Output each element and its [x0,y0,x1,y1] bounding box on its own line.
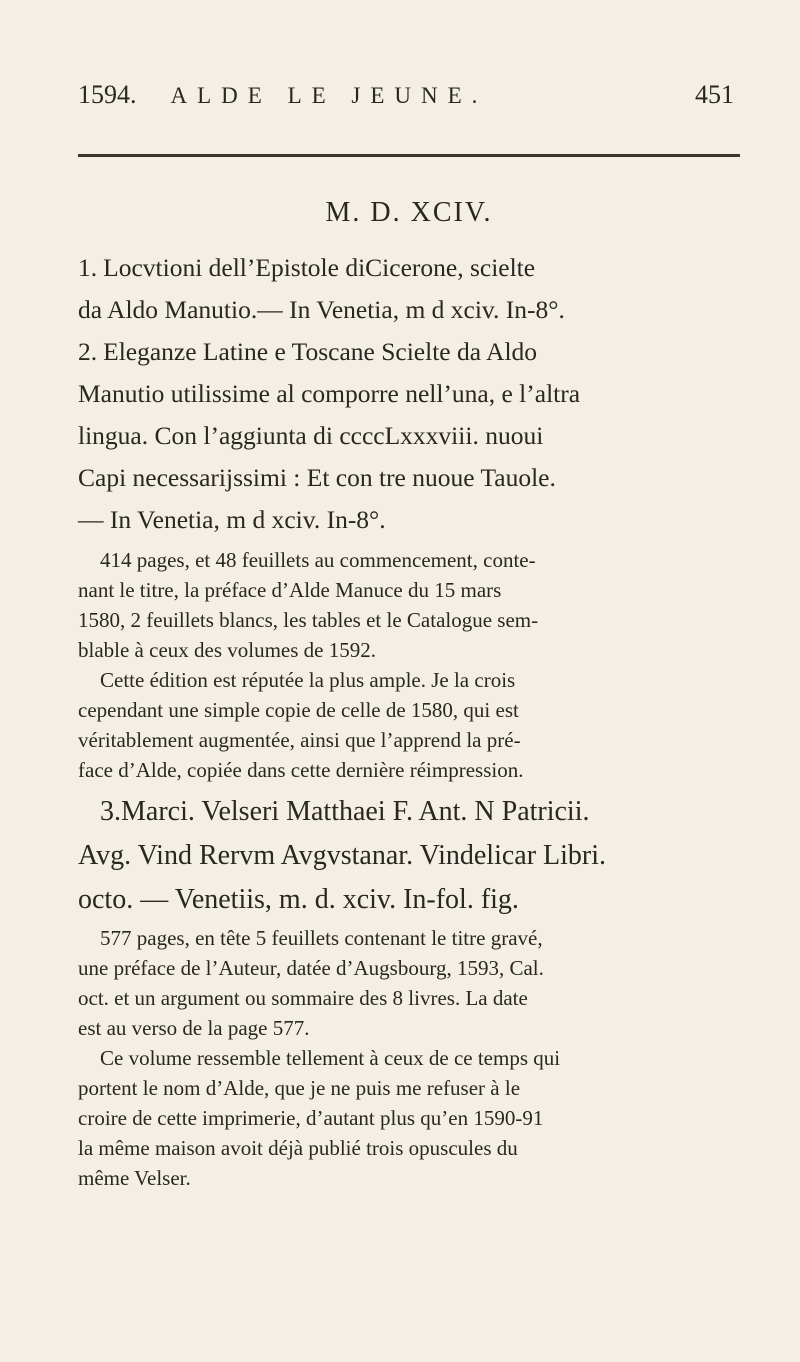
note-line: la même maison avoit déjà publié trois opuscules du [78,1136,518,1160]
note-line: 1580, 2 feuillets blancs, les tables et le Catalogue sem- [78,608,539,632]
note-line: 577 pages, en tête 5 feuillets contenant le titre gravé, [100,926,543,950]
entry-1-line-1: 1. Locvtioni dell’Epistole diCicerone, scielte [78,253,536,282]
section-title: M. D. XCIV. [325,197,493,228]
entry-1 [78,247,740,331]
entry-2-line-3: lingua. Con l’aggiunta di ccccLxxxviii. nuoui [78,421,544,450]
entry-2-line-2: Manutio utilissime al comporre nell’una, e l’altra [78,379,581,408]
note-line: oct. et un argument ou sommaire des 8 livres. La date [78,986,528,1010]
note-line: Ce volume ressemble tellement à ceux de ce temps qui [100,1046,561,1070]
header-year: 1594. [78,80,137,109]
note-line: face d’Alde, copiée dans cette dernière réimpression. [78,758,524,782]
note-line: portent le nom d’Alde, que je ne puis me refuser à le [78,1076,521,1100]
entry-2-line-4: Capi necessarijssimi : Et con tre nuoue Tauole. [78,463,556,492]
entry-2-line-1: 2. Eleganze Latine e Toscane Scielte da Aldo [78,337,538,366]
running-title: ALDE LE JEUNE. [170,83,488,108]
page-number: 451 [695,80,734,109]
entry-3-note-2 [78,1043,740,1193]
header-rule [78,154,740,157]
entry-3-line-3: octo. — Venetiis, m. d. xciv. In-fol. fig. [78,884,519,915]
note-line: nant le titre, la préface d’Alde Manuce du 15 mars [78,578,502,602]
note-line: Cette édition est réputée la plus ample. Je la crois [100,668,516,692]
entry-2-line-5: — In Venetia, m d xciv. In-8°. [78,505,386,534]
entry-2 [78,331,740,785]
note-line: même Velser. [78,1166,191,1190]
note-line: véritablement augmentée, ainsi que l’apprend la pré- [78,728,521,752]
running-head [78,80,740,120]
entry-1-line-2: da Aldo Manutio.— In Venetia, m d xciv. In-8°. [78,295,565,324]
entry-3 [78,791,740,1193]
entry-2-note-1 [78,545,740,665]
note-line: cependant une simple copie de celle de 1580, qui est [78,698,519,722]
entry-3-line-1: 3.Marci. Velseri Matthaei F. Ant. N Patricii. [100,796,590,827]
note-line: est au verso de la page 577. [78,1016,310,1040]
note-line: une préface de l’Auteur, datée d’Augsbourg, 1593, Cal. [78,956,544,980]
entry-3-note-1 [78,923,740,1043]
note-line: croire de cette imprimerie, d’autant plus qu’en 1590-91 [78,1106,544,1130]
note-line: blable à ceux des volumes de 1592. [78,638,376,662]
entry-3-line-2: Avg. Vind Rervm Avgvstanar. Vindelicar Libri. [78,840,607,871]
note-line: 414 pages, et 48 feuillets au commencement, conte- [100,548,536,572]
entry-2-note-2 [78,665,740,785]
